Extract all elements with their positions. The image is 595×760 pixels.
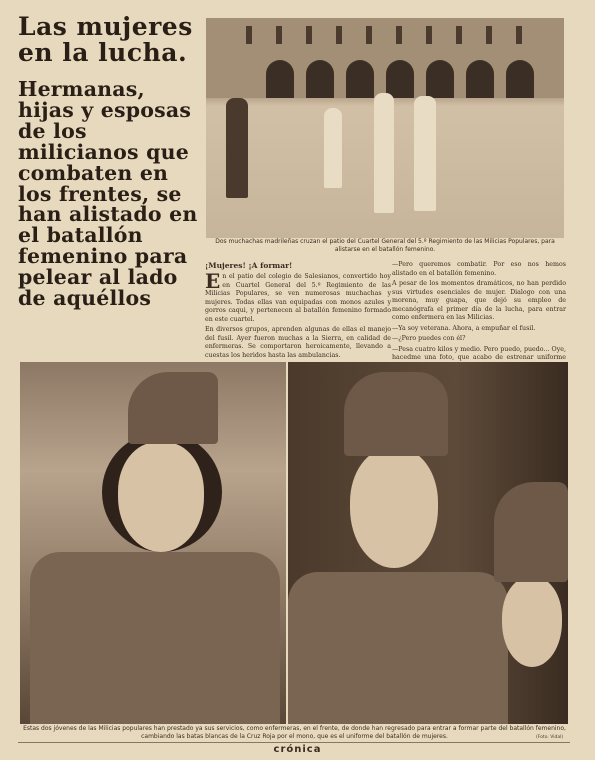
militia-woman-photo-right	[288, 362, 568, 724]
face-left	[118, 442, 204, 552]
face-third	[502, 577, 562, 667]
article-paragraph: —¿Pero puedes con él?	[392, 335, 466, 342]
article-paragraph: En diversos grupos, aprenden algunas de ellas el manejo del fusil. Ayer fueron muchas a la Sierra, en calidad de enfermeras. Se comportaron heroicamente, llevando a cuestas los heridos hasta las ambulancias.	[205, 326, 391, 359]
woman-figure-2	[374, 93, 394, 213]
article-column-1	[205, 261, 391, 362]
face-right	[350, 448, 438, 568]
drop-cap: E	[205, 269, 221, 294]
article-paragraph: —Pesa cuatro kilos y medio. Pero puedo, puedo... Oye, hacedme una foto, que acabo de estrenar uniforme	[392, 345, 566, 361]
garrison-cap-third	[494, 482, 568, 582]
headline-title: Las mujeres en la lucha.	[18, 12, 193, 67]
woman-figure-1	[324, 108, 342, 188]
barracks-building	[206, 18, 564, 98]
magazine-footer: crónica	[273, 744, 322, 755]
soldier-figure	[226, 98, 248, 198]
footer-rule	[18, 742, 570, 743]
article-column-2	[392, 261, 566, 373]
militia-woman-photo-left	[20, 362, 286, 724]
article-paragraph: —Ya soy veterana. Ahora, a empuñar el fusil.	[392, 324, 536, 332]
woman-figure-3	[414, 96, 436, 211]
article-paragraph: A pesar de los momentos dramáticos, no han perdido sus virtudes esenciales de mujer. Dialogo con una morena, muy guapa, que dejó su empleo de mecanógrafa el primer día de la lucha, para entrar como enfermera en las Milicias.	[392, 280, 566, 321]
article-paragraph: En el patio del colegio de Salesianos, convertido hoy en Cuartel General del 5.º Regimiento de las Milicias Populares, se ven numerosas muchachas y mujeres. Todas ellas van equipadas con monos azules y gorros caqui, y pertenecen al batallón femenino formado en este cuartel.	[205, 269, 391, 323]
article-subhead: ¡Mujeres! ¡A formar!	[205, 261, 293, 270]
photo-credit: (Foto. Vidal)	[536, 735, 564, 740]
courtyard-photo	[206, 18, 564, 238]
garrison-cap-left	[128, 372, 218, 444]
garrison-cap-right	[344, 372, 448, 456]
article-paragraph: —Pero queremos combatir. Por eso nos hemos alistado en el batallón femenino.	[392, 261, 566, 277]
headline-subtitle: Hermanas, hijas y esposas de los milicianos que combaten en los frentes, se han alistado en el batallón femenino para pelear al lado de aquéllos	[18, 77, 198, 311]
headline-block	[18, 14, 198, 309]
top-photo-caption: Dos muchachas madrileñas cruzan el patio del Cuartel General del 5.º Regimiento de las Milicias Populares, para alistarse en el batallón femenino.	[215, 238, 555, 253]
bottom-photo-caption: Estas dos jóvenes de las Milicias populares han prestado ya sus servicios, como enfermeras, en el frente, de donde han regresado para entrar a formar parte del batallón femenino, cambiando las batas blancas de la Cruz Roja por el mono, que es el uniforme del batallón de mujeres.	[23, 725, 566, 740]
